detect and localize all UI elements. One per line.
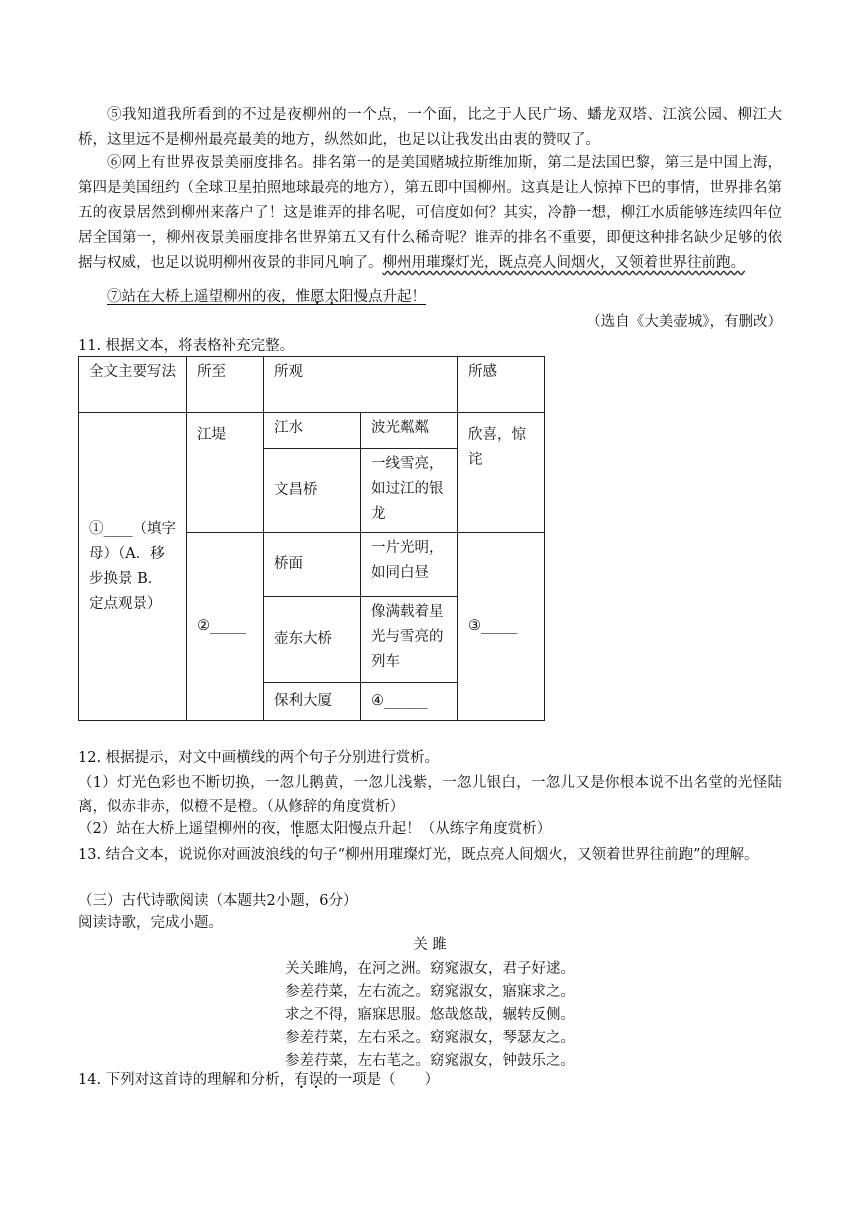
poem-line: 参差荇菜，左右芼之。窈窕淑女，钟鼓乐之。 xyxy=(285,1053,575,1069)
desc-cell: 像满载着星光与雪亮的列车 xyxy=(361,597,458,683)
question-12-item-2 xyxy=(78,818,782,840)
header-feel: 所感 xyxy=(458,357,545,413)
source-note: （选自《大美壶城》，有删改） xyxy=(586,314,782,330)
place-cell-1: 江堤 xyxy=(187,413,264,533)
poem-title: 关 雎 xyxy=(413,937,447,953)
header-seen: 所观 xyxy=(264,357,458,413)
section-3-instruction: 阅读诗歌，完成小题。 xyxy=(78,915,223,931)
question-14 xyxy=(78,1069,782,1091)
seen-cell: 壶东大桥 xyxy=(264,597,361,683)
paragraph-6 xyxy=(78,151,782,276)
method-cell: ①____（填字母）（A．移步换景 B．定点观景） xyxy=(79,413,187,721)
answer-table xyxy=(78,356,545,721)
desc-cell: ④______ xyxy=(361,683,458,721)
emphasis-char: 有 xyxy=(294,1072,309,1088)
poem-line: 关关雎鸠，在河之洲。窈窕淑女，君子好逑。 xyxy=(285,961,575,977)
question-14-part1: 14. 下列对这首诗的理解和分析， xyxy=(78,1072,295,1088)
header-place: 所至 xyxy=(187,357,264,413)
underlined-sentence-2 xyxy=(107,289,426,305)
seen-cell: 保利大厦 xyxy=(264,683,361,721)
desc-cell: 波光粼粼 xyxy=(361,413,458,449)
seen-cell: 文昌桥 xyxy=(264,449,361,533)
desc-cell: 一线雪亮，如过江的银龙 xyxy=(361,449,458,533)
desc-cell: 一片光明，如同白昼 xyxy=(361,533,458,597)
poem-line: 参差荇菜，左右采之。窈窕淑女，琴瑟友之。 xyxy=(285,1030,575,1046)
place-cell-2: ②_____ xyxy=(187,533,264,721)
seen-cell: 江水 xyxy=(264,413,361,449)
emphasis-char: 误 xyxy=(308,1072,324,1088)
wavy-underlined-sentence: 柳州用璀璨灯光，既点亮人间烟火，又领着世界往前跑。 xyxy=(382,255,745,271)
question-12-title: 12. 根据提示，对文中画横线的两个句子分别进行赏析。 xyxy=(78,750,440,766)
question-12-item-2-part1: （2）站在大桥上遥望柳州的夜， xyxy=(78,821,291,837)
seen-cell: 桥面 xyxy=(264,533,361,597)
emphasis-char: 惟 xyxy=(290,821,305,837)
question-11-title: 11. 根据文本，将表格补充完整。 xyxy=(78,338,295,354)
feel-cell-2: ③_____ xyxy=(458,533,545,721)
question-12-item-1: （1）灯光色彩也不断切换，一忽儿鹅黄，一忽儿浅紫，一忽儿银白，一忽儿又是你根本说不出名堂的光怪陆离，似赤非赤，似橙不是橙。（从修辞的角度赏析） xyxy=(78,775,782,815)
poem-line: 参差荇菜，左右流之。窈窕淑女，寤寐求之。 xyxy=(285,984,575,1000)
paragraph-7-part2: 太阳慢点升起！ xyxy=(324,289,426,305)
emphasis-char: 愿 xyxy=(310,289,325,305)
paragraph-7 xyxy=(78,285,782,310)
paragraph-7-part1: ⑦站在大桥上遥望柳州的夜， xyxy=(107,289,296,305)
emphasis-char: 惟 xyxy=(295,289,310,305)
header-method: 全文主要写法 xyxy=(79,357,187,413)
paragraph-5: ⑤我知道我所看到的不过是夜柳州的一个点，一个面，比之于人民广场、蟠龙双塔、江滨公园、柳江大桥，这里远不是柳州最亮最美的地方，纵然如此，也足以让我发出由衷的赞叹了。 xyxy=(78,107,782,148)
paragraph-6-text: ⑥网上有世界夜景美丽度排名。排名第一的是美国赌城拉斯维加斯，第二是法国巴黎，第三是中国上海，第四是美国纽约（全球卫星拍照地球最亮的地方），第五即中国柳州。这真是让人惊掉下巴的事情，世界排名第五的夜景居然到柳州来落户了！这是谁弄的排名呢，可信度如何？其实，冷静一想，柳江水质能够连续四年位居全国第一，柳州夜景美丽度排名世界第五又有什么稀奇呢？谁弄的排名不重要，即便这种排名缺少足够的依据与权威，也足以说明柳州夜景的非同凡响了。 xyxy=(78,155,782,271)
feel-cell-1: 欣喜，惊诧 xyxy=(458,413,545,533)
question-14-part2: 的一项是（ ） xyxy=(323,1072,440,1088)
poem-line: 求之不得，寤寐思服。悠哉悠哉，辗转反侧。 xyxy=(285,1007,575,1023)
question-13: 13. 结合文本，说说你对画波浪线的句子“柳州用璀璨灯光，既点亮人间烟火，又领着世界往前跑”的理解。 xyxy=(78,847,759,863)
section-3-heading: （三）古代诗歌阅读（本题共2小题，6分） xyxy=(78,893,358,909)
question-12-item-2-part2: 愿太阳慢点升起！（从练字角度赏析） xyxy=(304,821,552,837)
